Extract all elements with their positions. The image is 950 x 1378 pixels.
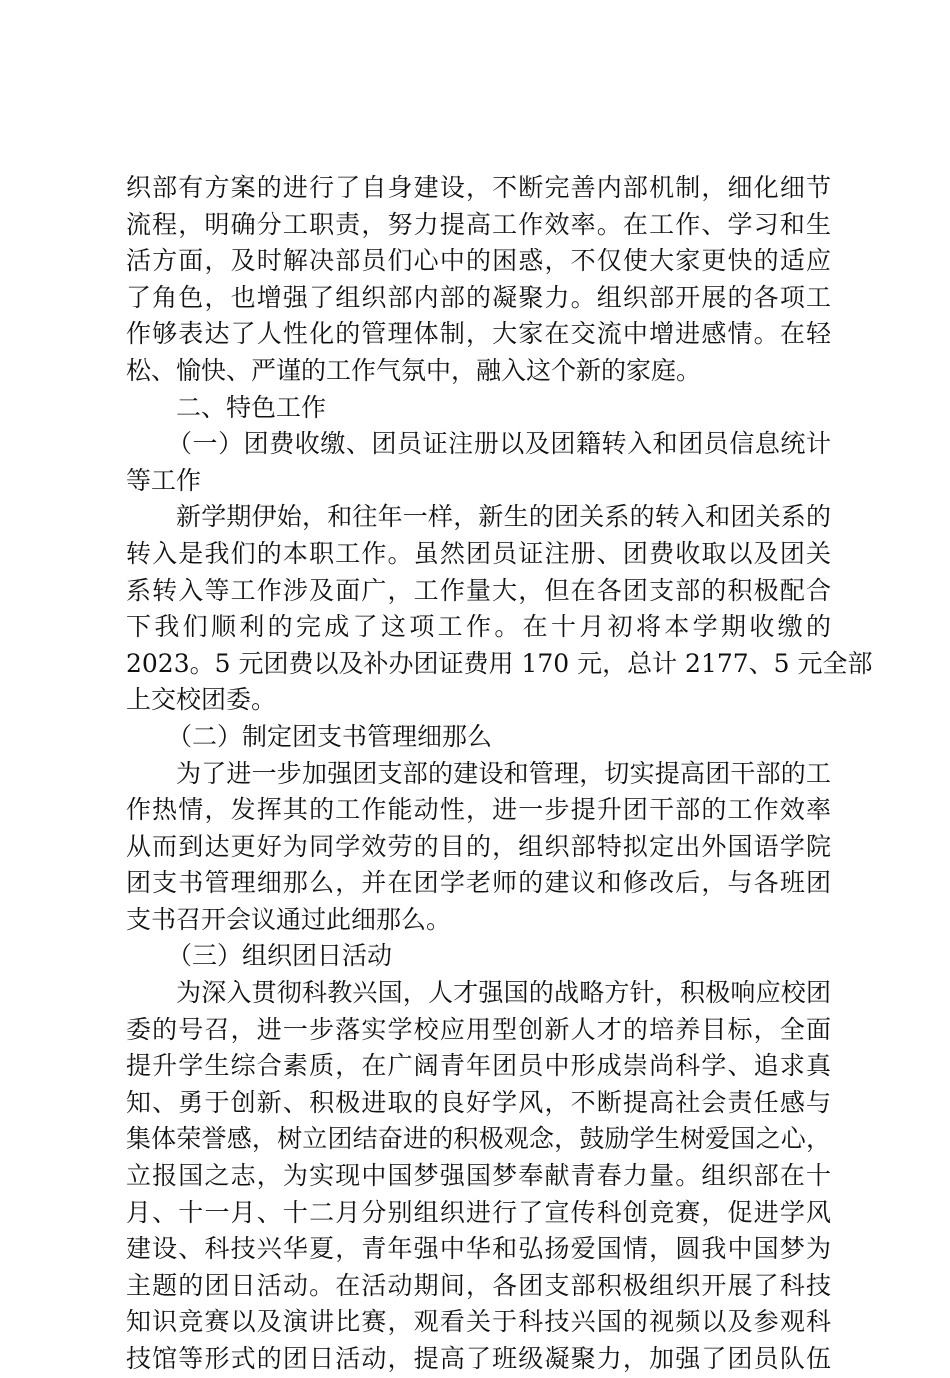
text-line: 立报国之志，为实现中国梦强国梦奉献青春力量。组织部在十 (126, 1161, 831, 1191)
text-line: 作热情，发挥其的工作能动性，进一步提升团干部的工作效率 (126, 795, 831, 825)
subsection-heading: （三）组织团日活动 (167, 941, 393, 971)
text-line: 新学期伊始，和往年一样，新生的团关系的转入和团关系的 (176, 502, 831, 532)
text-line: 活方面，及时解决部员们心中的困惑，不仅使大家更快的适应 (126, 246, 831, 276)
text-line: 上交校团委。 (126, 685, 277, 715)
text-line: 下我们顺利的完成了这项工作。在十月初将本学期收缴的 (126, 612, 831, 642)
text-line: 了角色，也增强了组织部内部的凝聚力。组织部开展的各项工 (126, 282, 831, 312)
text-line: 提升学生综合素质，在广阔青年团员中形成崇尚科学、追求真 (126, 1051, 831, 1081)
text-line: 支书召开会议通过此细那么。 (126, 904, 452, 934)
body-text (126, 170, 873, 1378)
text-line: 织部有方案的进行了自身建设，不断完善内部机制，细化细节 (126, 173, 831, 202)
text-line: 建设、科技兴华夏，青年强中华和弘扬爱国情，圆我中国梦为 (126, 1234, 831, 1264)
subsection-heading: （二）制定团支书管理细那么 (167, 721, 493, 751)
text-line: 2023。5 元团费以及补办团证费用 170 元，总计 2177、5 元全部 (126, 648, 873, 678)
text-line: 作够表达了人性化的管理体制，大家在交流中增进感情。在轻 (126, 319, 831, 349)
text-line: 转入是我们的本职工作。虽然团员证注册、团费收取以及团关 (126, 538, 831, 568)
text-line: 知识竞赛以及演讲比赛，观看关于科技兴国的视频以及参观科 (126, 1307, 831, 1337)
text-line: 知、勇于创新、积极进取的良好学风，不断提高社会责任感与 (126, 1087, 831, 1117)
text-line: 松、愉快、严谨的工作气氛中，融入这个新的家庭。 (126, 355, 702, 385)
text-line: 技馆等形式的团日活动，提高了班级凝聚力，加强了团员队伍 (126, 1344, 831, 1373)
text-line: 月、十一月、十二月分别组织进行了宣传科创竞赛，促进学风 (126, 1197, 831, 1227)
text-line: 从而到达更好为同学效劳的目的，组织部特拟定出外国语学院 (126, 831, 831, 861)
text-line: 流程，明确分工职责，努力提高工作效率。在工作、学习和生 (126, 209, 831, 239)
text-line: 为深入贯彻科教兴国，人才强国的战略方针，积极响应校团 (176, 978, 831, 1008)
text-line: 系转入等工作涉及面广，工作量大，但在各团支部的积极配合 (126, 575, 831, 605)
section-heading: 二、特色工作 (176, 392, 327, 422)
text-line: 集体荣誉感，树立团结奋进的积极观念，鼓励学生树爱国之心， (126, 1124, 831, 1154)
text-line: 为了进一步加强团支部的建设和管理，切实提高团干部的工 (176, 758, 831, 788)
subsection-heading: （一）团费收缴、团员证注册以及团籍转入和团员信息统计 (167, 429, 831, 459)
text-line: 委的号召，进一步落实学校应用型创新人才的培养目标，全面 (126, 1014, 831, 1044)
text-line: 等工作 (126, 465, 202, 495)
text-line: 主题的团日活动。在活动期间，各团支部积极组织开展了科技 (126, 1270, 831, 1300)
text-line: 团支书管理细那么，并在团学老师的建议和修改后，与各班团 (126, 868, 831, 898)
